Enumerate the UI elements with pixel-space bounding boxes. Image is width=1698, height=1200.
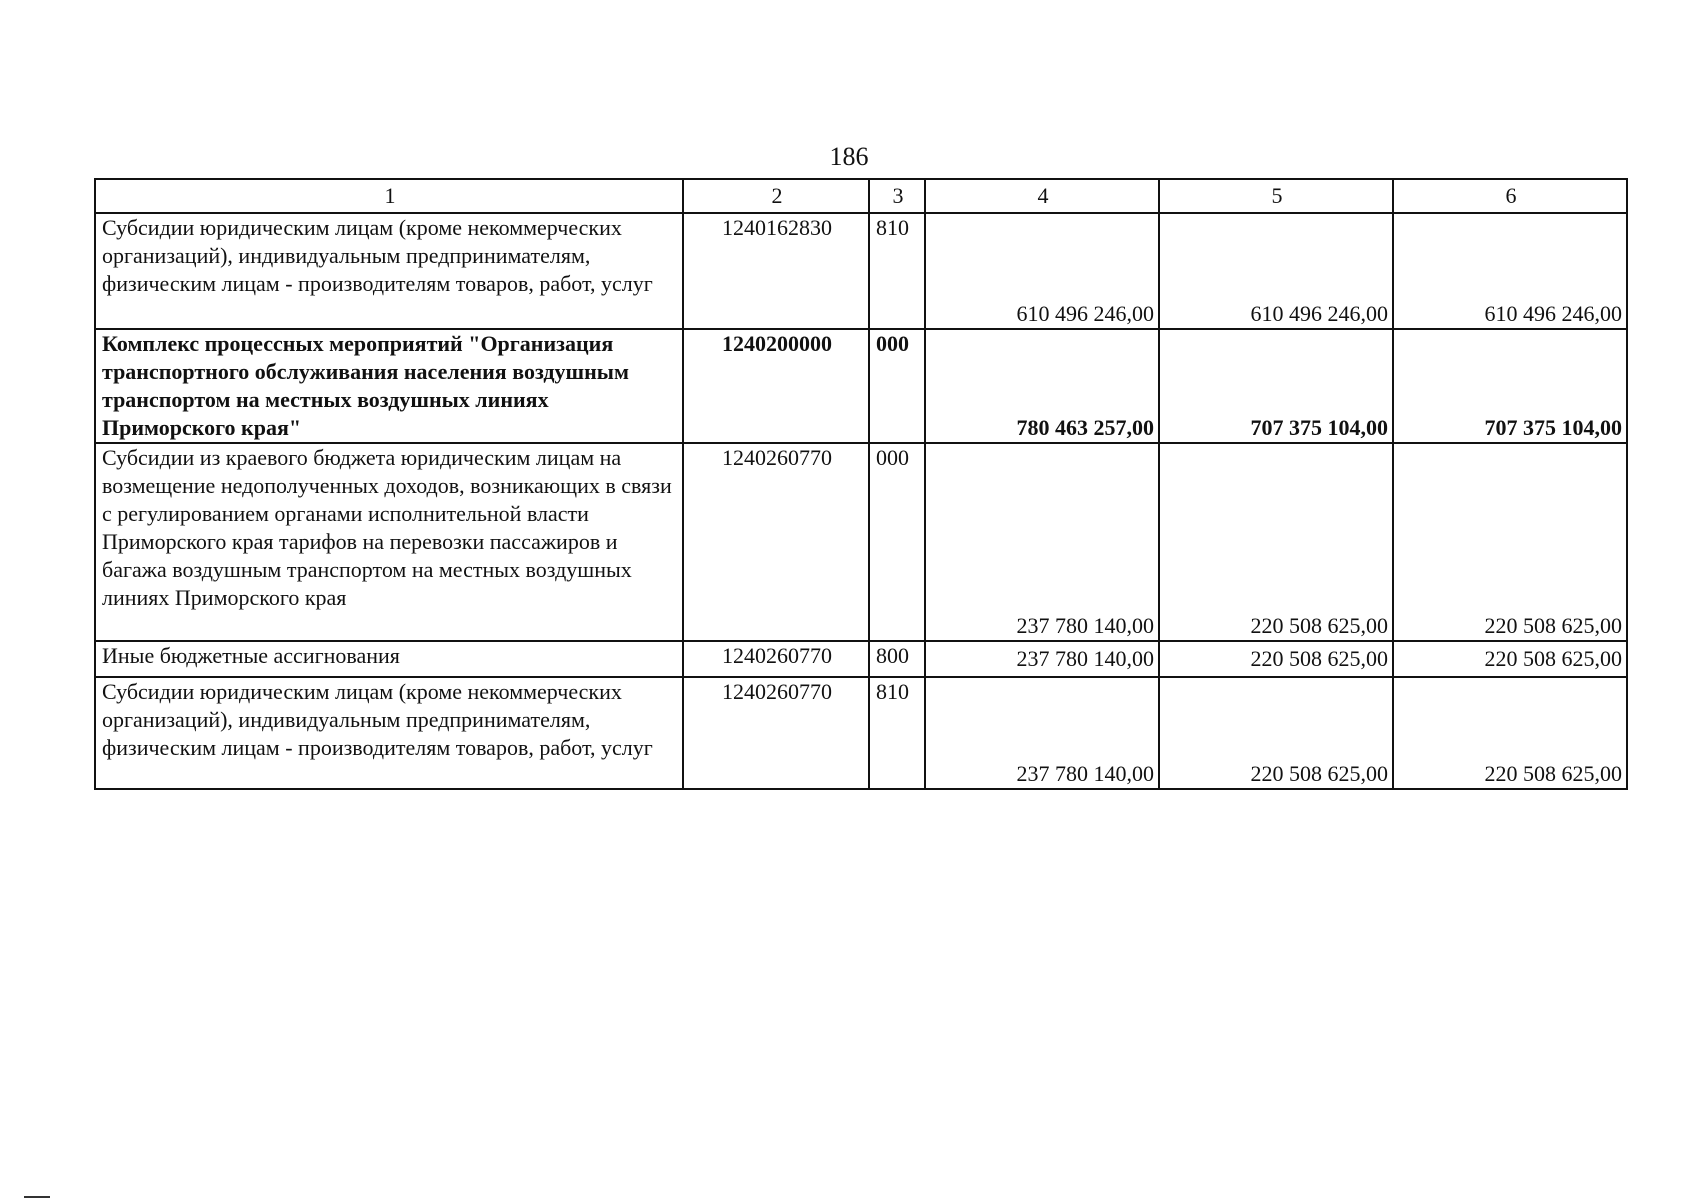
row-amount-col4: 780 463 257,00 xyxy=(925,329,1159,443)
row-target-code: 1240260770 xyxy=(683,677,869,789)
scan-corner-mark xyxy=(24,1196,50,1198)
row-expense-type: 000 xyxy=(869,329,925,443)
row-target-code: 1240260770 xyxy=(683,641,869,677)
table-row xyxy=(95,443,1627,641)
row-expense-type: 810 xyxy=(869,213,925,329)
row-expense-type: 000 xyxy=(869,443,925,641)
row-amount-col6: 220 508 625,00 xyxy=(1393,677,1627,789)
row-target-code: 1240200000 xyxy=(683,329,869,443)
row-amount-col6: 220 508 625,00 xyxy=(1393,443,1627,641)
row-name: Иные бюджетные ассигнования xyxy=(95,641,683,677)
column-header: 1 xyxy=(95,179,683,213)
row-amount-col4: 237 780 140,00 xyxy=(925,677,1159,789)
column-header: 4 xyxy=(925,179,1159,213)
row-name: Комплекс процессных мероприятий "Организация транспортного обслуживания населения воздушным транспортом на местных воздушных линиях Приморского края" xyxy=(95,329,683,443)
row-expense-type: 800 xyxy=(869,641,925,677)
row-amount-col6: 707 375 104,00 xyxy=(1393,329,1627,443)
row-name: Субсидии из краевого бюджета юридическим лицам на возмещение недополученных доходов, возникающих в связи с регулированием органами исполнительной власти Приморского края тарифов на перевозки пассажиров и багажа воздушным транспортом на местных воздушных линиях Приморского края xyxy=(95,443,683,641)
table-row xyxy=(95,329,1627,443)
row-amount-col5: 220 508 625,00 xyxy=(1159,443,1393,641)
row-amount-col6: 610 496 246,00 xyxy=(1393,213,1627,329)
table-row xyxy=(95,213,1627,329)
row-amount-col5: 610 496 246,00 xyxy=(1159,213,1393,329)
column-header: 5 xyxy=(1159,179,1393,213)
row-amount-col5: 220 508 625,00 xyxy=(1159,677,1393,789)
table-row xyxy=(95,641,1627,677)
column-header: 3 xyxy=(869,179,925,213)
row-amount-col5: 220 508 625,00 xyxy=(1159,641,1393,677)
row-target-code: 1240162830 xyxy=(683,213,869,329)
row-name: Субсидии юридическим лицам (кроме некоммерческих организаций), индивидуальным предпринимателям, физическим лицам - производителям товаров, работ, услуг xyxy=(95,677,683,789)
row-name: Субсидии юридическим лицам (кроме некоммерческих организаций), индивидуальным предпринимателям, физическим лицам - производителям товаров, работ, услуг xyxy=(95,213,683,329)
table-row xyxy=(95,677,1627,789)
row-expense-type: 810 xyxy=(869,677,925,789)
row-amount-col4: 237 780 140,00 xyxy=(925,443,1159,641)
column-header: 6 xyxy=(1393,179,1627,213)
row-amount-col5: 707 375 104,00 xyxy=(1159,329,1393,443)
column-header: 2 xyxy=(683,179,869,213)
row-amount-col4: 237 780 140,00 xyxy=(925,641,1159,677)
row-amount-col6: 220 508 625,00 xyxy=(1393,641,1627,677)
page-number: 186 xyxy=(829,142,869,171)
table-header-row xyxy=(95,179,1627,213)
row-target-code: 1240260770 xyxy=(683,443,869,641)
budget-table xyxy=(94,178,1628,790)
row-amount-col4: 610 496 246,00 xyxy=(925,213,1159,329)
